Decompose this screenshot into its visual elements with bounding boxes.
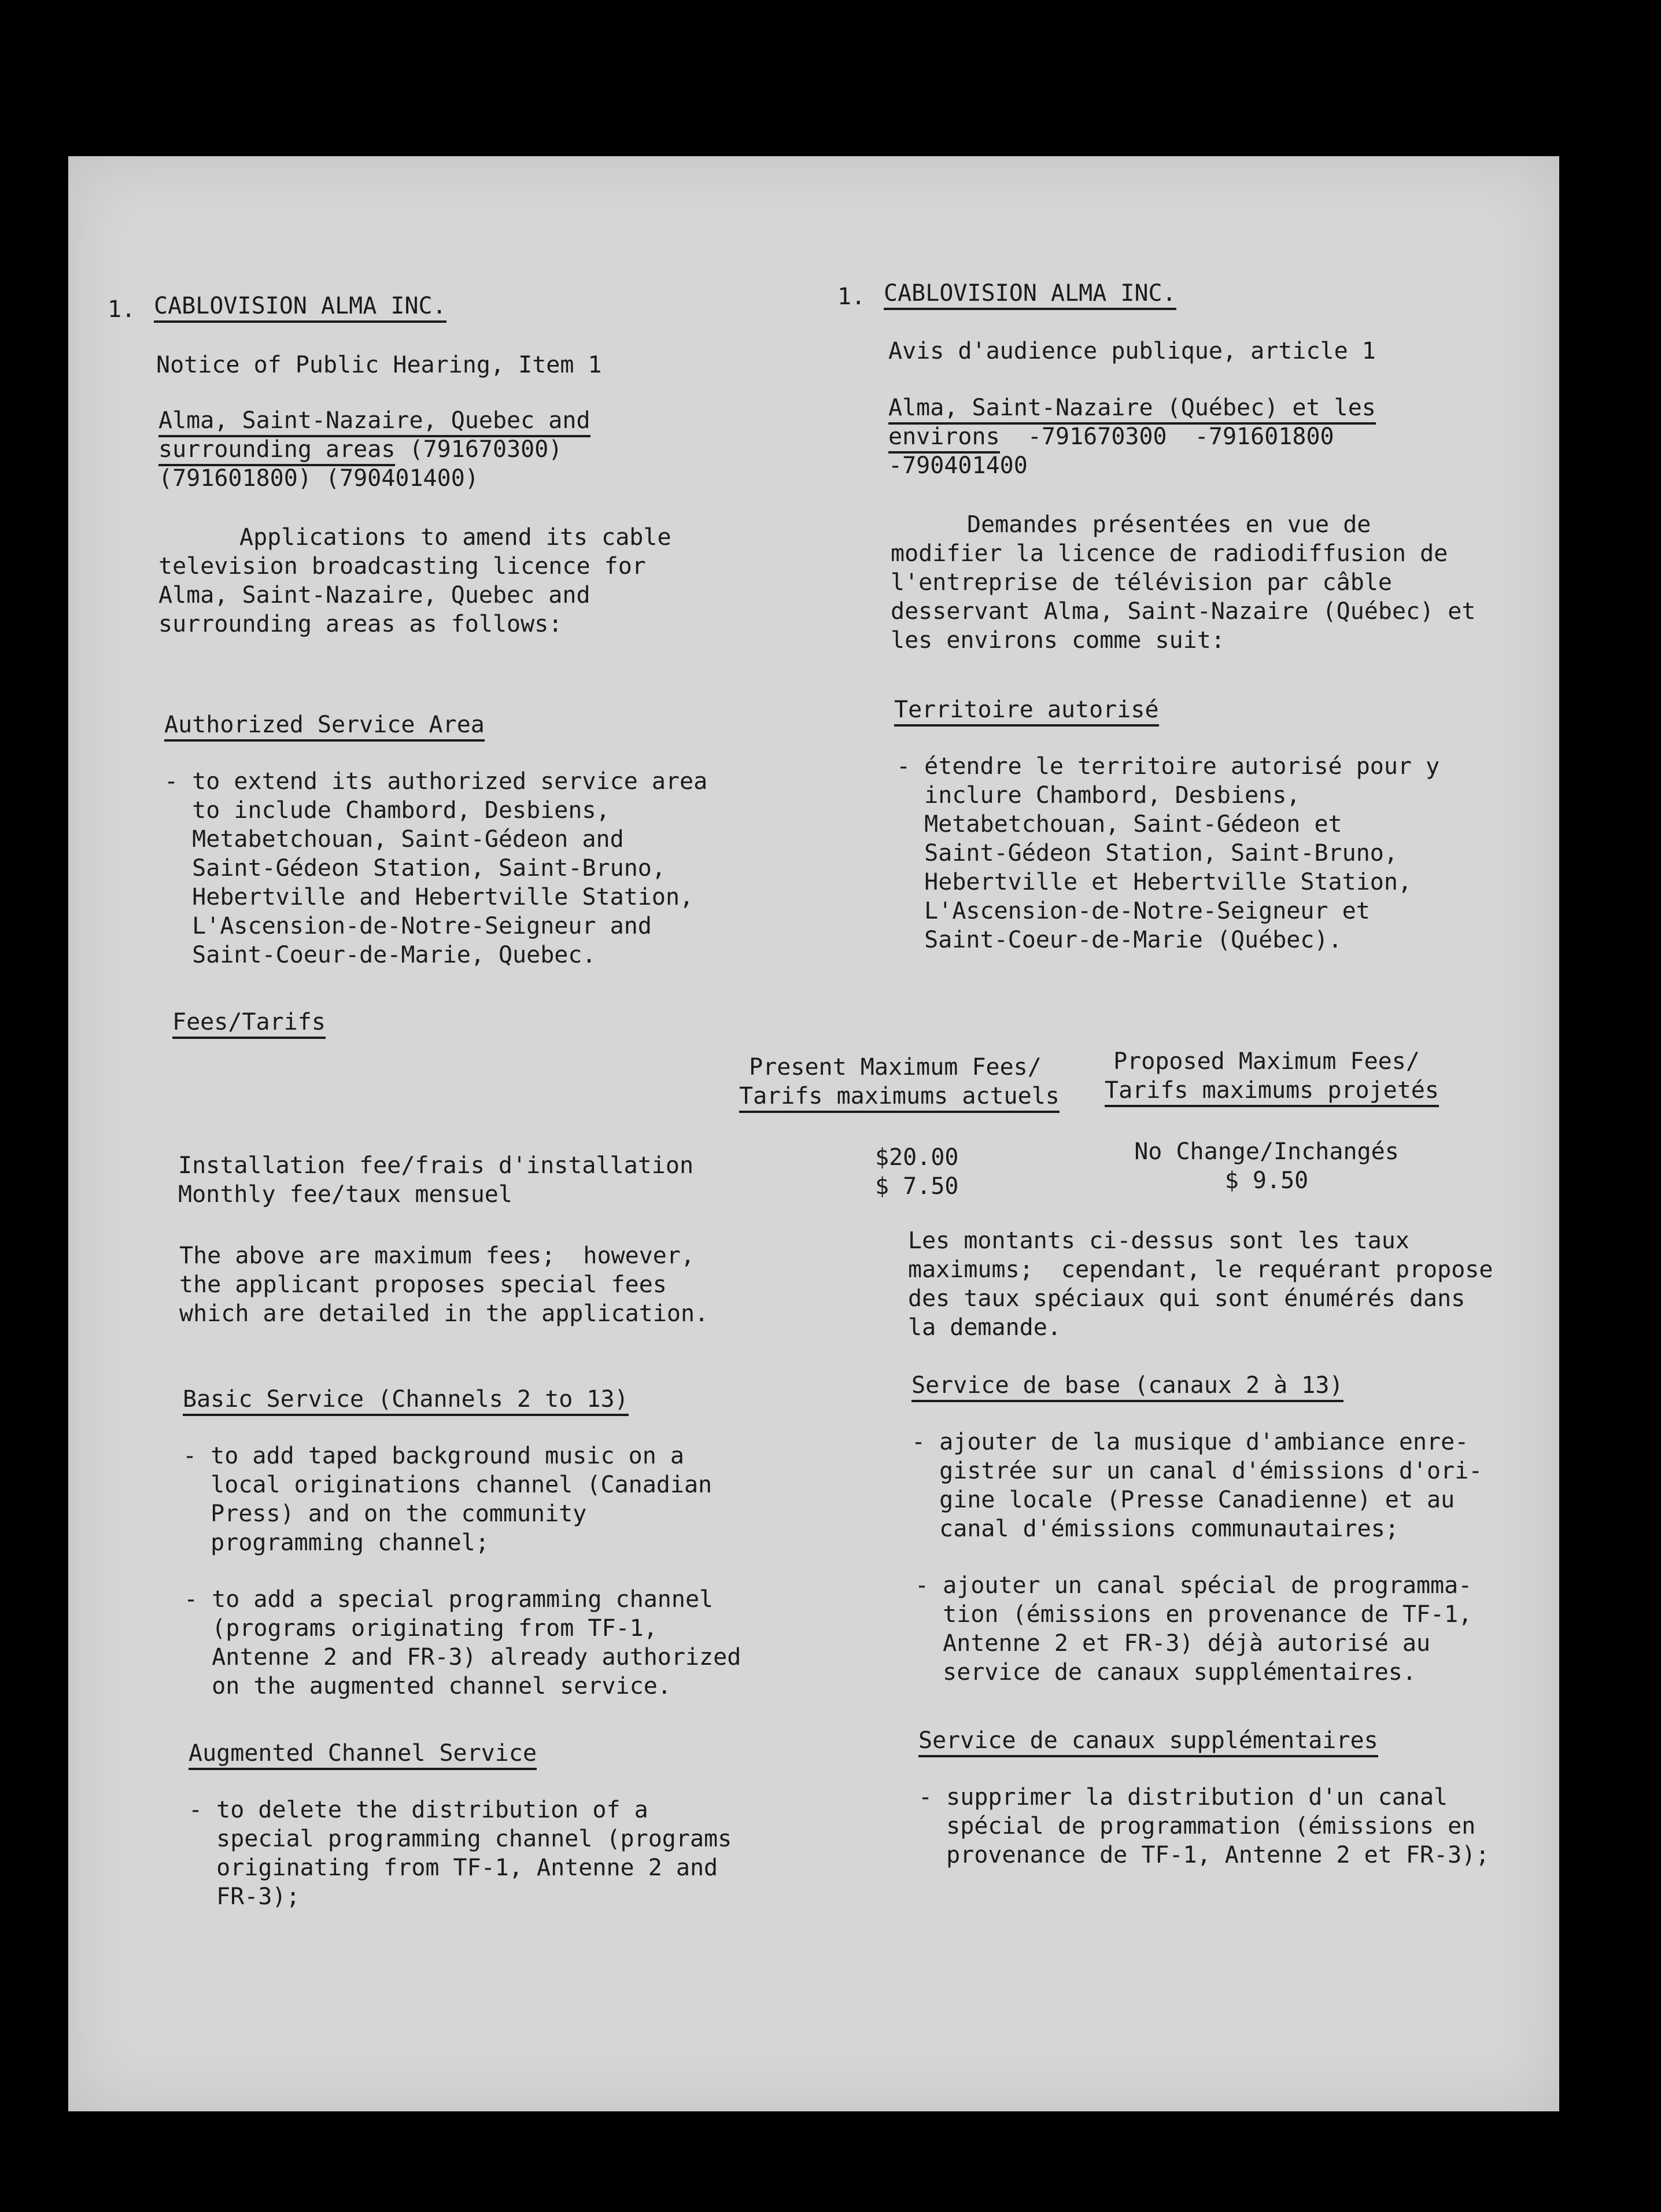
fee-row-label: Monthly fee/taux mensuel — [178, 1181, 512, 1208]
right-location-line1: Alma, Saint-Nazaire (Québec) et les — [888, 393, 1376, 422]
fee-row-label: Installation fee/frais d'installation — [178, 1152, 694, 1179]
left-notice: Notice of Public Hearing, Item 1 — [156, 352, 602, 378]
right-heading: CABLOVISION ALMA INC. — [884, 279, 1176, 308]
left-aug-title: Augmented Channel Service — [189, 1739, 537, 1768]
proposed-header-line2: Tarifs maximums projetés — [1105, 1076, 1429, 1105]
right-basic-title: Service de base (canaux 2 à 13) — [911, 1371, 1343, 1400]
right-location-line2: environs -791670300 -791601800 — [888, 422, 1334, 451]
present-header-line1: Present Maximum Fees/ — [749, 1054, 1042, 1081]
fee-row-present: $ 7.50 — [875, 1173, 959, 1200]
fee-row-proposed: $ 9.50 — [1224, 1167, 1309, 1194]
right-notice: Avis d'audience publique, article 1 — [888, 338, 1376, 364]
left-location-line3: (791601800) (790401400) — [158, 465, 479, 492]
left-basic-title: Basic Service (Channels 2 to 13) — [183, 1385, 629, 1414]
present-header-line2: Tarifs maximums actuels — [739, 1082, 1051, 1111]
fee-row-proposed: No Change/Inchangés — [1134, 1138, 1399, 1165]
left-heading-number: 1. — [108, 296, 136, 323]
left-location-line2: surrounding areas (791670300) — [158, 435, 562, 464]
left-heading: CABLOVISION ALMA INC. — [154, 292, 446, 320]
left-auth-title: Authorized Service Area — [164, 710, 485, 739]
fee-row-present: $20.00 — [875, 1144, 959, 1171]
right-auth-title: Territoire autorisé — [894, 695, 1159, 724]
right-aug-title: Service de canaux supplémentaires — [918, 1726, 1378, 1755]
document-page: 1. CABLOVISION ALMA INC. Notice of Public Hearing, Item 1 Alma, Saint-Nazaire, Quebec and surrounding areas (791670300) (791601800) (790401400) Applications to amend its cable television broadcasting licence for Alma, Saint-Nazaire, Quebec and surrounding areas as follows: Authorized Service Area - to extend its authorized service area to include Chambord, Desbiens, Metabetchouan, Saint-Gédeon and Saint-Gédeon Station, Saint-Bruno, Hebertville and Hebertville Station, L'Ascension-de-Notre-Seigneur and Saint-Coeur-de-Marie, Quebec. Fees/Tarifs Present Maximum Fees/ Tarifs maximums actuels Proposed Maximum Fees/ Tarifs maximums projetés Installation fee/frais d'installation $20.00 No Change/Inchangés Monthly fee/taux mensuel $ 7.50 $ 9.50 The above are maximum fees; however, the applicant proposes special fees which are detailed in the application. Basic Service (Channels 2 to 13) - to add taped background music on a local originations channel (Canadian Press) and on the community programming channel; - to add a special programming channel (programs originating from TF-1, Antenne 2 and FR-3) already authorized on the augmented channel service. Augmented Channel Service - to delete the distribution of a special programming channel (programs originating from TF-1, Antenne 2 and FR-3); 1. CABLOVISION ALMA INC. Avis d'audience publique, article 1 Alma, Saint-Nazaire (Québec) et les environs -791670300 -791601800 -790401400 Demandes présentées en vue de modifier la licence de radiodiffusion de l'entreprise de télévision par câble desservant Alma, Saint-Nazaire (Québec) et les environs comme suit: Territoire autorisé - étendre le territoire autorisé pour y inclure Chambord, Desbiens, Metabetchouan, Saint-Gédeon et Saint-Gédeon Station, Saint-Bruno, Hebertville et Hebertville Station, L'Ascension-de-Notre-Seigneur et Saint-Coeur-de-Marie (Québec). Les montants ci-dessus sont les taux maximums; cependant, le requérant propose des taux spéciaux qui sont énumérés dans la demande. Service de base (canaux 2 à 13) - ajouter de la musique d'ambiance enre- gistrée sur un canal d'émissions d'ori- gine locale (Presse Canadienne) et au canal d'émissions communautaires; - ajouter un canal spécial de programma- tion (émissions en provenance de TF-1, Antenne 2 et FR-3) déjà autorisé au service de canaux supplémentaires. Service de canaux supplémentaires - supprimer la distribution d'un canal spécial de programmation (émissions en provenance de TF-1, Antenne 2 et FR-3); — [68, 156, 1559, 2111]
right-location-line3: -790401400 — [888, 452, 1028, 479]
fees-title: Fees/Tarifs — [172, 1008, 326, 1037]
right-heading-number: 1. — [837, 283, 866, 310]
left-location-line1: Alma, Saint-Nazaire, Quebec and — [158, 406, 590, 435]
proposed-header-line1: Proposed Maximum Fees/ — [1113, 1048, 1420, 1075]
